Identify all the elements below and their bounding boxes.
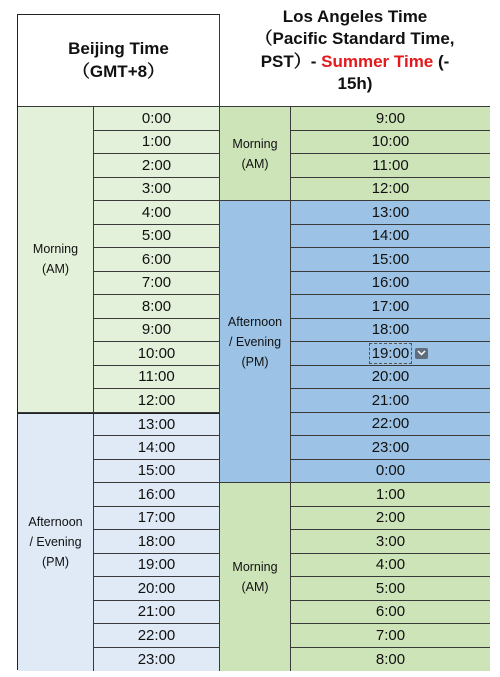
la-time-cell[interactable]: 17:00 bbox=[291, 295, 490, 319]
la-period-morning-bottom bbox=[220, 483, 291, 671]
beijing-period-afternoon-text: (PM) bbox=[41, 555, 70, 570]
beijing-time-cell[interactable]: 11:00 bbox=[94, 366, 220, 390]
la-time-text: 19:00 bbox=[371, 344, 410, 362]
beijing-period-afternoon-text: / Evening bbox=[29, 535, 82, 550]
beijing-time-cell[interactable]: 14:00 bbox=[94, 436, 220, 460]
la-period-morning-top bbox=[220, 107, 291, 201]
la-period-morning-top-text: Morning bbox=[232, 136, 278, 151]
la-time-cell[interactable]: 4:00 bbox=[291, 554, 490, 578]
la-header-offset-open: (- bbox=[433, 51, 450, 71]
la-time-cell[interactable]: 15:00 bbox=[291, 248, 490, 272]
la-time-cell[interactable]: 1:00 bbox=[291, 483, 490, 507]
beijing-time-cell[interactable]: 2:00 bbox=[94, 154, 220, 178]
la-period-afternoon bbox=[220, 201, 291, 483]
beijing-period-morning-text: (AM) bbox=[41, 262, 70, 277]
beijing-period-afternoon bbox=[18, 413, 94, 672]
beijing-time-cell[interactable]: 4:00 bbox=[94, 201, 220, 225]
la-period-afternoon-text: / Evening bbox=[228, 334, 282, 349]
los-angeles-header bbox=[220, 6, 490, 107]
la-time-cell[interactable]: 8:00 bbox=[291, 648, 490, 672]
la-time-cell[interactable]: 0:00 bbox=[291, 460, 490, 484]
la-header-line-3 bbox=[261, 51, 450, 73]
la-time-cell[interactable]: 6:00 bbox=[291, 601, 490, 625]
la-time-cell[interactable]: 16:00 bbox=[291, 272, 490, 296]
timezone-table bbox=[17, 7, 489, 670]
beijing-header-title: Beijing Time bbox=[68, 39, 169, 59]
la-period-morning-top-text: (AM) bbox=[241, 156, 269, 171]
la-time-cell[interactable]: 13:00 bbox=[291, 201, 490, 225]
la-period-afternoon-text: (PM) bbox=[241, 354, 269, 369]
la-time-cell[interactable]: 14:00 bbox=[291, 225, 490, 249]
beijing-time-cell[interactable]: 22:00 bbox=[94, 624, 220, 648]
beijing-header-subtitle: （GMT+8） bbox=[72, 61, 165, 81]
la-time-cell[interactable] bbox=[291, 342, 490, 366]
la-time-cell[interactable]: 10:00 bbox=[291, 131, 490, 155]
la-time-cell[interactable]: 23:00 bbox=[291, 436, 490, 460]
la-time-cell[interactable]: 2:00 bbox=[291, 507, 490, 531]
beijing-period-morning-text: Morning bbox=[32, 242, 79, 257]
chevron-down-icon[interactable] bbox=[415, 348, 428, 359]
la-header-line-1: Los Angeles Time bbox=[282, 7, 428, 26]
beijing-time-cell[interactable]: 3:00 bbox=[94, 178, 220, 202]
la-time-cell[interactable]: 5:00 bbox=[291, 577, 490, 601]
beijing-time-cell[interactable]: 20:00 bbox=[94, 577, 220, 601]
la-header-pst: PST）- bbox=[260, 51, 322, 71]
beijing-time-cell[interactable]: 19:00 bbox=[94, 554, 220, 578]
beijing-time-cell[interactable]: 13:00 bbox=[94, 413, 220, 437]
beijing-time-cell[interactable]: 5:00 bbox=[94, 225, 220, 249]
selected-cell-value[interactable] bbox=[371, 345, 411, 362]
la-time-cell[interactable]: 18:00 bbox=[291, 319, 490, 343]
beijing-time-cell[interactable]: 7:00 bbox=[94, 272, 220, 296]
la-time-cell[interactable]: 20:00 bbox=[291, 366, 490, 390]
beijing-time-cell[interactable]: 6:00 bbox=[94, 248, 220, 272]
beijing-time-cell[interactable]: 16:00 bbox=[94, 483, 220, 507]
beijing-time-cell[interactable]: 0:00 bbox=[94, 107, 220, 131]
la-period-afternoon-text: Afternoon bbox=[227, 314, 283, 329]
la-time-cell[interactable]: 3:00 bbox=[291, 530, 490, 554]
beijing-time-cell[interactable]: 17:00 bbox=[94, 507, 220, 531]
la-time-cell[interactable]: 7:00 bbox=[291, 624, 490, 648]
beijing-period-afternoon-text: Afternoon bbox=[28, 515, 83, 530]
summer-time-label: Summer Time bbox=[321, 51, 434, 71]
la-time-cell[interactable]: 12:00 bbox=[291, 178, 490, 202]
la-header-line-4: 15h) bbox=[337, 74, 373, 94]
beijing-time-cell[interactable]: 8:00 bbox=[94, 295, 220, 319]
la-time-cell[interactable]: 22:00 bbox=[291, 413, 490, 437]
beijing-time-cell[interactable]: 23:00 bbox=[94, 648, 220, 672]
la-time-cell[interactable]: 9:00 bbox=[291, 107, 490, 131]
beijing-time-cell[interactable]: 9:00 bbox=[94, 319, 220, 343]
beijing-time-cell[interactable]: 18:00 bbox=[94, 530, 220, 554]
beijing-time-cell[interactable]: 1:00 bbox=[94, 131, 220, 155]
la-header-line-2: （Pacific Standard Time, bbox=[255, 29, 455, 49]
la-time-cell[interactable]: 11:00 bbox=[291, 154, 490, 178]
beijing-period-morning bbox=[18, 107, 94, 413]
beijing-time-cell[interactable]: 15:00 bbox=[94, 460, 220, 484]
la-period-morning-bottom-text: (AM) bbox=[241, 580, 269, 594]
beijing-time-cell[interactable]: 21:00 bbox=[94, 601, 220, 625]
beijing-time-cell[interactable]: 10:00 bbox=[94, 342, 220, 366]
beijing-header bbox=[18, 15, 220, 107]
la-time-cell[interactable]: 21:00 bbox=[291, 389, 490, 413]
beijing-time-cell[interactable]: 12:00 bbox=[94, 389, 220, 413]
la-period-morning-bottom-text: Morning bbox=[232, 560, 278, 574]
